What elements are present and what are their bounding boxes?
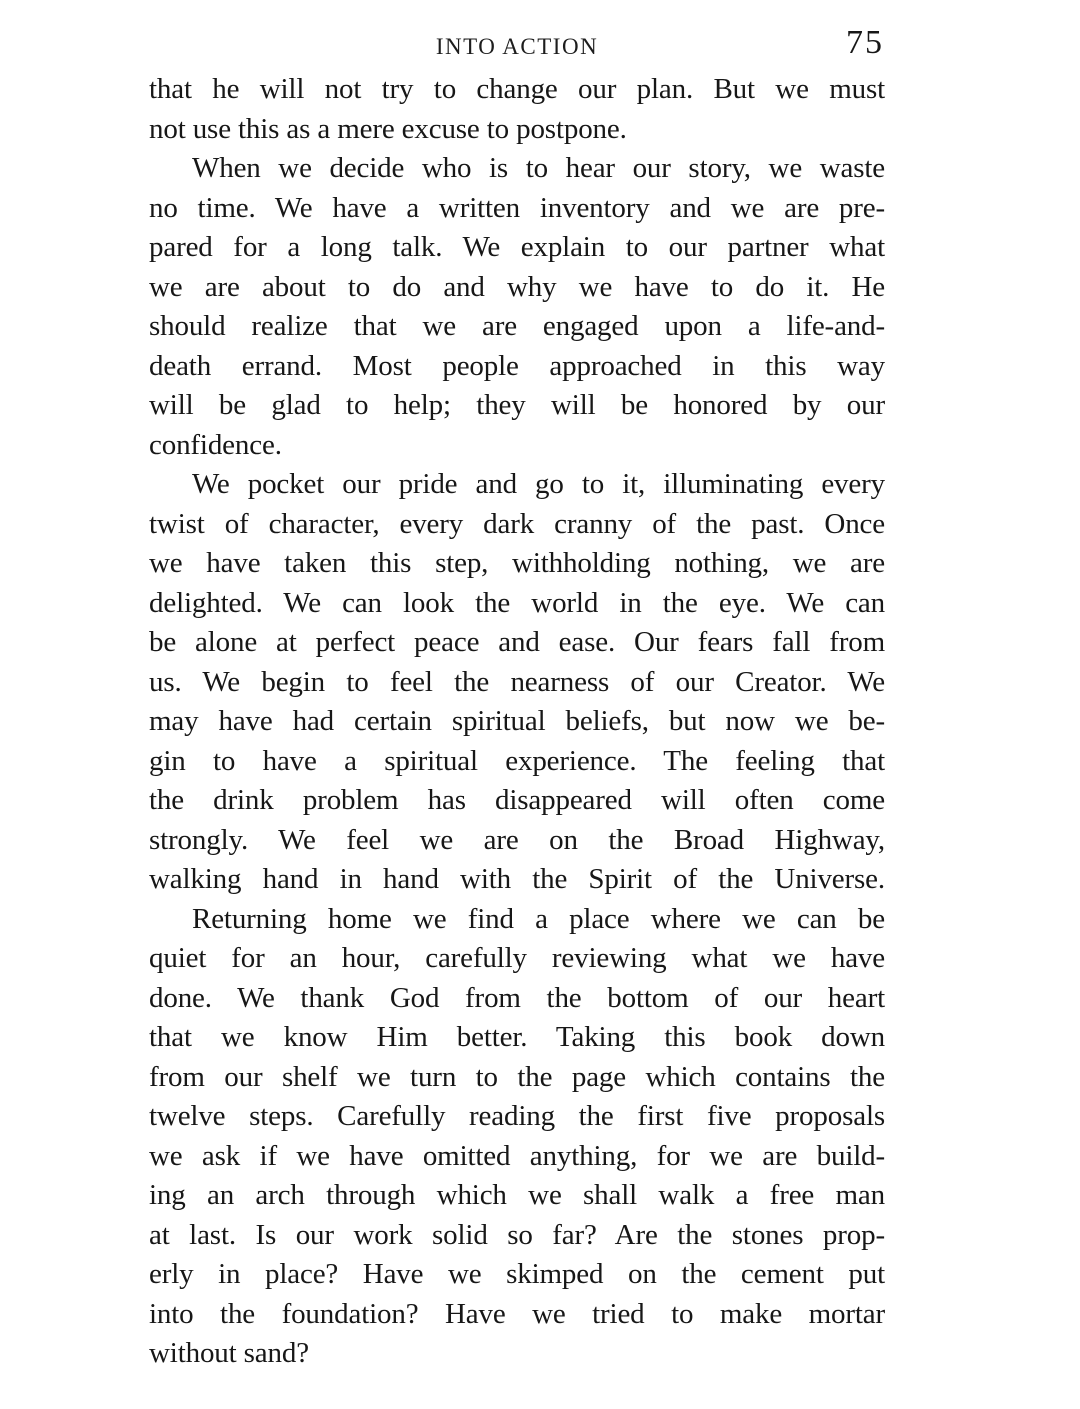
text-line: that he will not try to change our plan. But we must [149, 73, 885, 105]
text-line: erly in place? Have we skimped on the cement put [149, 1258, 885, 1290]
text-line: confidence. [149, 428, 282, 461]
paragraph [149, 900, 885, 1374]
text-line: done. We thank God from the bottom of our heart [149, 981, 885, 1014]
text-line: into the foundation? Have we tried to make mortar [149, 1297, 885, 1330]
text-line: without sand? [149, 1337, 309, 1369]
text-line: should realize that we are engaged upon a life-and- [149, 310, 885, 342]
text-line: ing an arch through which we shall walk a free man [149, 1179, 885, 1211]
body-text [149, 70, 885, 1374]
text-line: delighted. We can look the world in the eye. We can [149, 586, 885, 619]
text-line: When we decide who is to hear our story, we waste [192, 152, 885, 184]
text-line: We pocket our pride and go to it, illuminating every [192, 468, 885, 500]
paragraph [149, 149, 885, 465]
text-line: not use this as a mere excuse to postpone. [149, 112, 627, 145]
text-line: walking hand in hand with the Spirit of the Universe. [149, 863, 885, 895]
text-line: be alone at perfect peace and ease. Our fears fall from [149, 626, 885, 658]
text-line: from our shelf we turn to the page which contains the [149, 1060, 885, 1093]
text-line: we are about to do and why we have to do it. He [149, 270, 885, 303]
text-line: strongly. We feel we are on the Broad Highway, [149, 823, 885, 856]
text-line: twelve steps. Carefully reading the first five proposals [149, 1100, 885, 1132]
text-line: pared for a long talk. We explain to our partner what [149, 231, 885, 263]
text-line: at last. Is our work solid so far? Are the stones prop- [149, 1218, 885, 1251]
text-line: the drink problem has disappeared will often come [149, 784, 885, 816]
text-line: we have taken this step, withholding nothing, we are [149, 547, 885, 579]
running-title: INTO ACTION [435, 34, 599, 59]
text-line: twist of character, every dark cranny of the past. Once [149, 507, 885, 540]
text-line: Returning home we find a place where we can be [192, 902, 885, 935]
text-line: we ask if we have omitted anything, for we are build- [149, 1139, 885, 1172]
text-line: gin to have a spiritual experience. The feeling that [149, 744, 885, 777]
text-line: us. We begin to feel the nearness of our Creator. We [149, 665, 885, 698]
paragraph [149, 465, 885, 900]
paragraph [149, 70, 885, 149]
page-number: 75 [846, 24, 884, 61]
text-line: will be glad to help; they will be honored by our [149, 389, 885, 421]
text-line: no time. We have a written inventory and we are pre- [149, 191, 885, 224]
text-line: quiet for an hour, carefully reviewing what we have [149, 942, 885, 974]
text-line: may have had certain spiritual beliefs, but now we be- [149, 705, 885, 737]
text-line: death errand. Most people approached in this way [149, 349, 885, 382]
text-line: that we know Him better. Taking this book down [149, 1021, 885, 1053]
